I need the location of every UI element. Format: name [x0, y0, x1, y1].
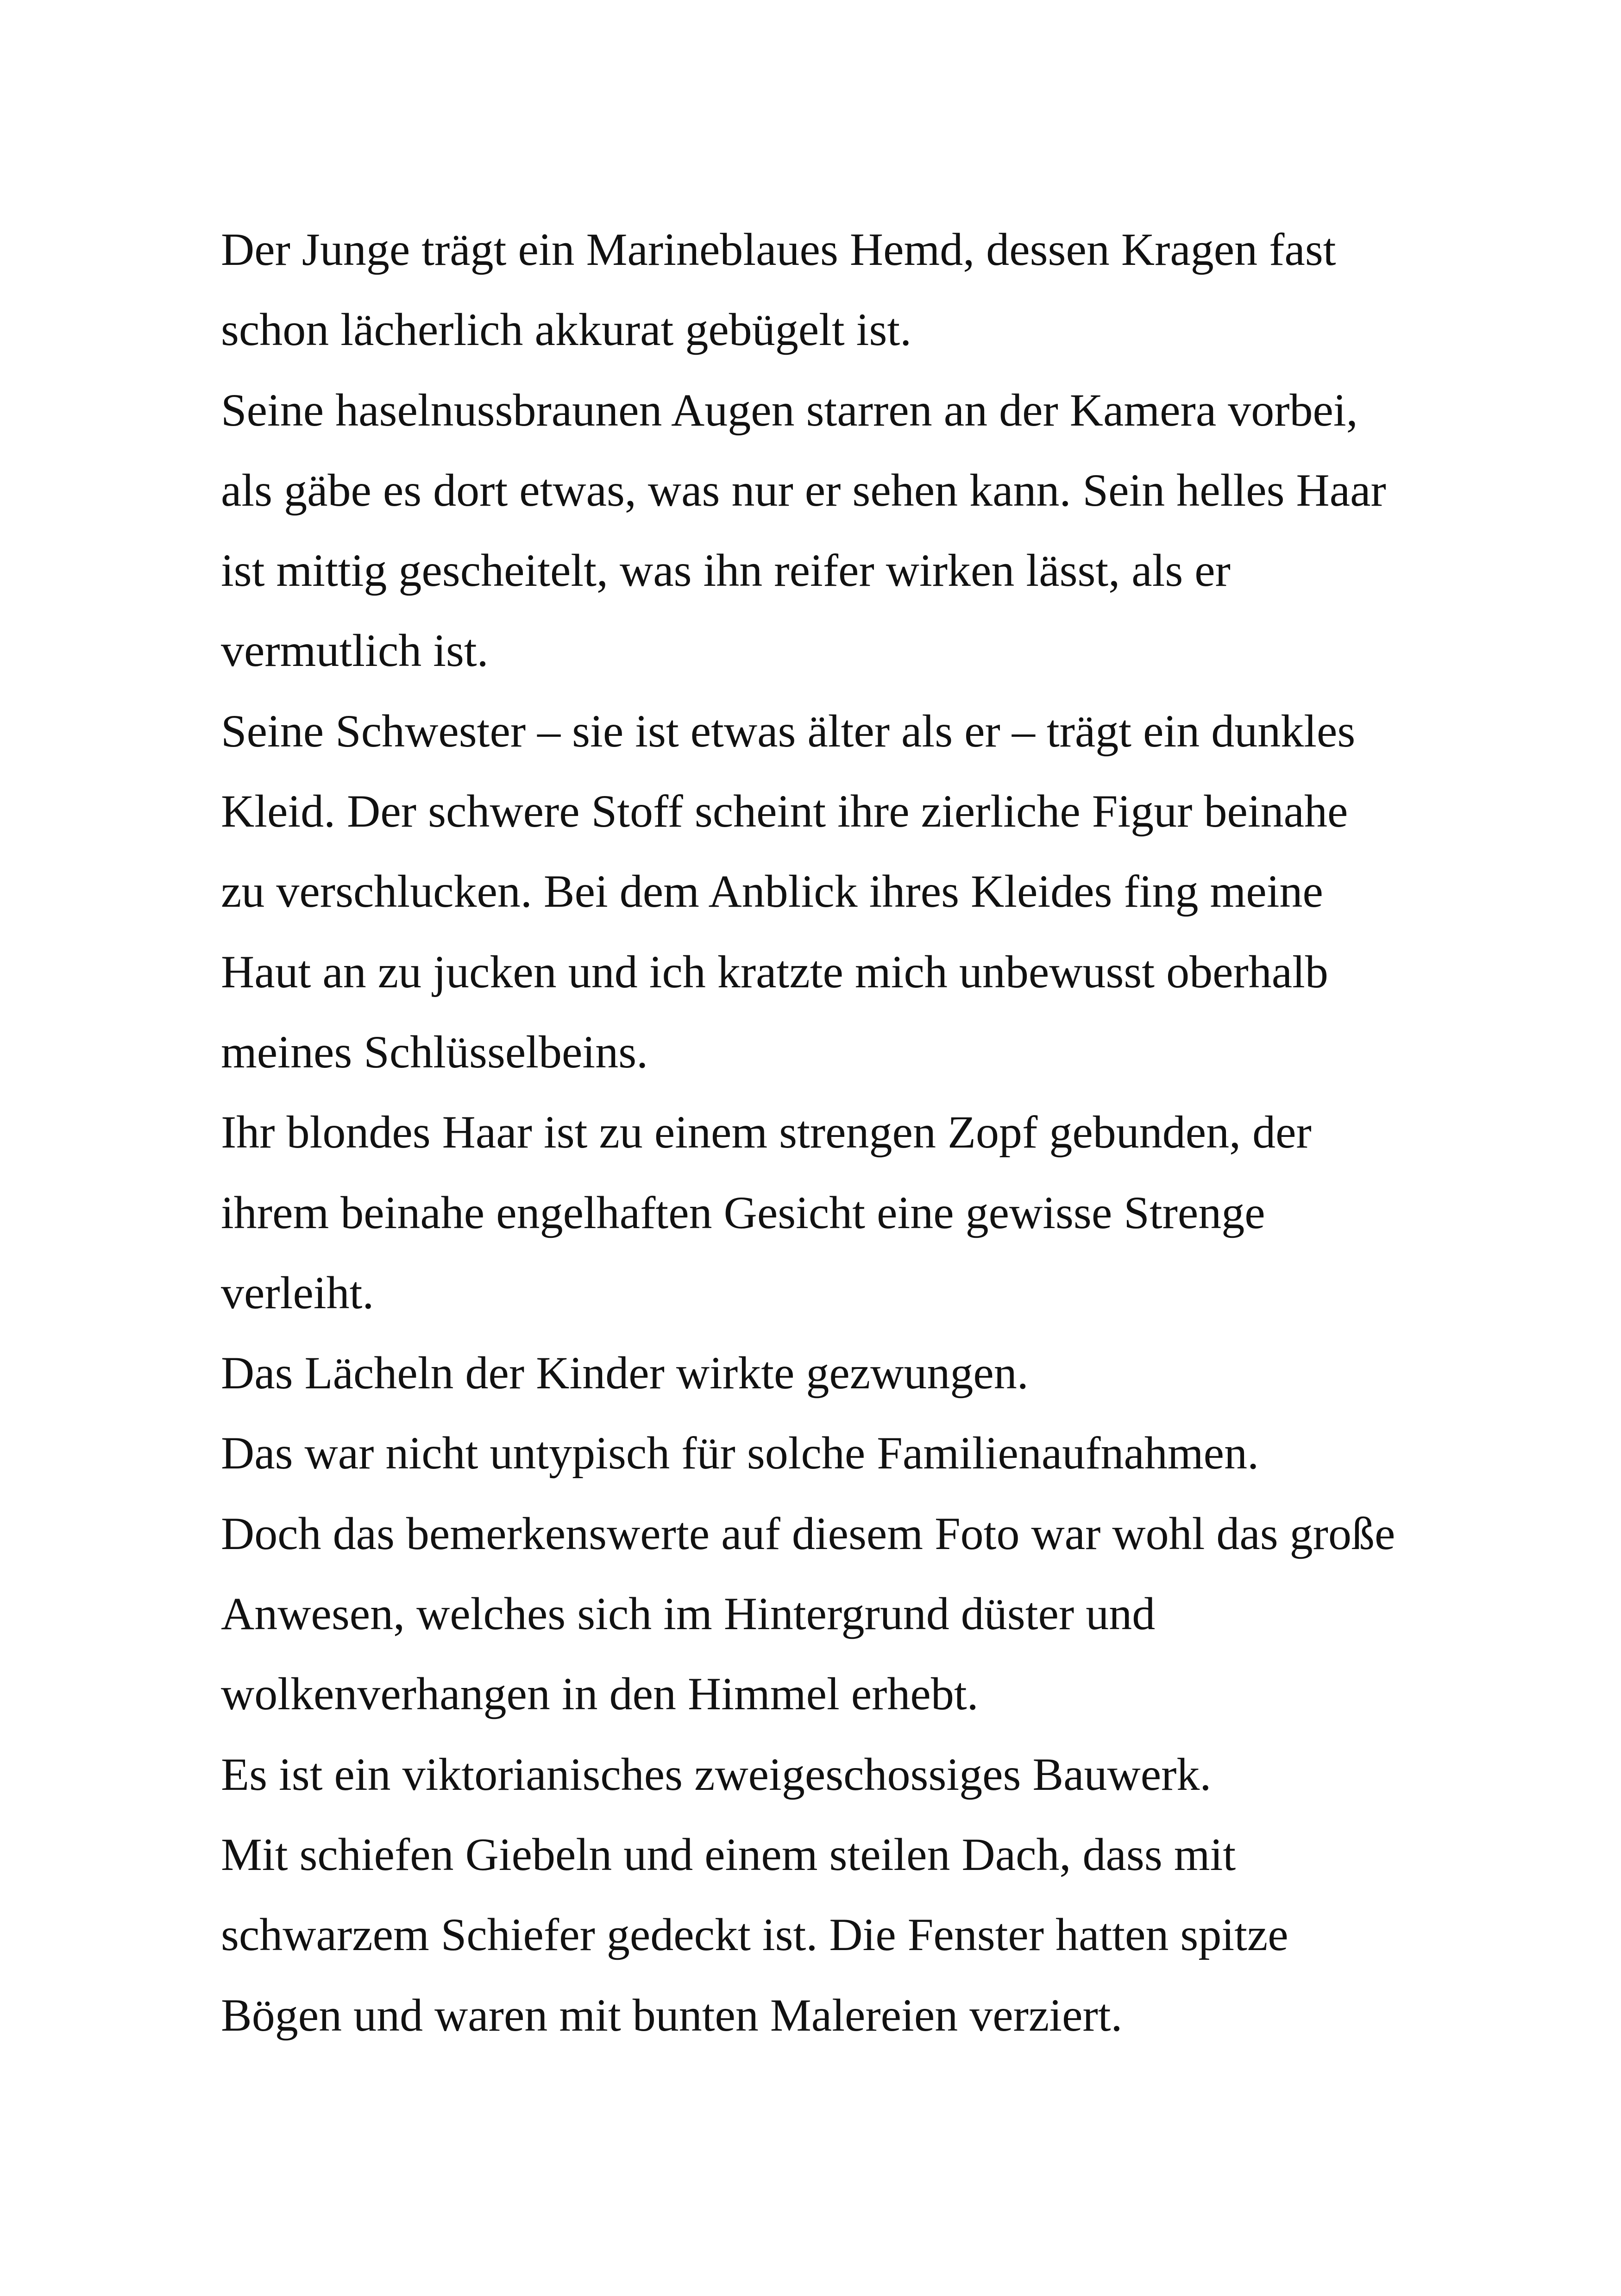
- text-line: Der Junge trägt ein Marineblaues Hemd, dessen Kragen fast: [221, 224, 1336, 275]
- text-line: Seine haselnussbraunen Augen starren an der Kamera vorbei,: [221, 384, 1358, 436]
- text-line: Das Lächeln der Kinder wirkte gezwungen.: [221, 1347, 1029, 1399]
- text-line: wolkenverhangen in den Himmel erhebt.: [221, 1668, 979, 1720]
- text-line: ist mittig gescheitelt, was ihn reifer wirken lässt, als er: [221, 545, 1231, 596]
- text-line: verleiht.: [221, 1267, 374, 1318]
- text-line: Mit schiefen Giebeln und einem steilen Dach, dass mit: [221, 1828, 1236, 1880]
- text-line: Es ist ein viktorianisches zweigeschossiges Bauwerk.: [221, 1748, 1212, 1800]
- text-line: ihrem beinahe engelhaften Gesicht eine gewisse Strenge: [221, 1186, 1265, 1238]
- text-line: meines Schlüsselbeins.: [221, 1026, 648, 1078]
- body-text: [221, 209, 1471, 2055]
- text-line: vermutlich ist.: [221, 625, 489, 677]
- text-line: Seine Schwester – sie ist etwas älter als er – trägt ein dunkles: [221, 705, 1356, 757]
- text-line: Bögen und waren mit bunten Malereien verziert.: [221, 1989, 1123, 2041]
- text-line: Doch das bemerkenswerte auf diesem Foto war wohl das große: [221, 1507, 1395, 1559]
- text-line: zu verschlucken. Bei dem Anblick ihres Kleides fing meine: [221, 866, 1323, 917]
- text-line: Anwesen, welches sich im Hintergrund düster und: [221, 1588, 1156, 1640]
- text-line: Haut an zu jucken und ich kratzte mich unbewusst oberhalb: [221, 946, 1328, 997]
- text-line: Ihr blondes Haar ist zu einem strengen Zopf gebunden, der: [221, 1106, 1312, 1158]
- text-line: schon lächerlich akkurat gebügelt ist.: [221, 304, 912, 356]
- text-line: Das war nicht untypisch für solche Familienaufnahmen.: [221, 1427, 1259, 1479]
- text-line: als gäbe es dort etwas, was nur er sehen kann. Sein helles Haar: [221, 464, 1386, 516]
- text-line: schwarzem Schiefer gedeckt ist. Die Fenster hatten spitze: [221, 1909, 1288, 1961]
- text-line: Kleid. Der schwere Stoff scheint ihre zierliche Figur beinahe: [221, 785, 1348, 837]
